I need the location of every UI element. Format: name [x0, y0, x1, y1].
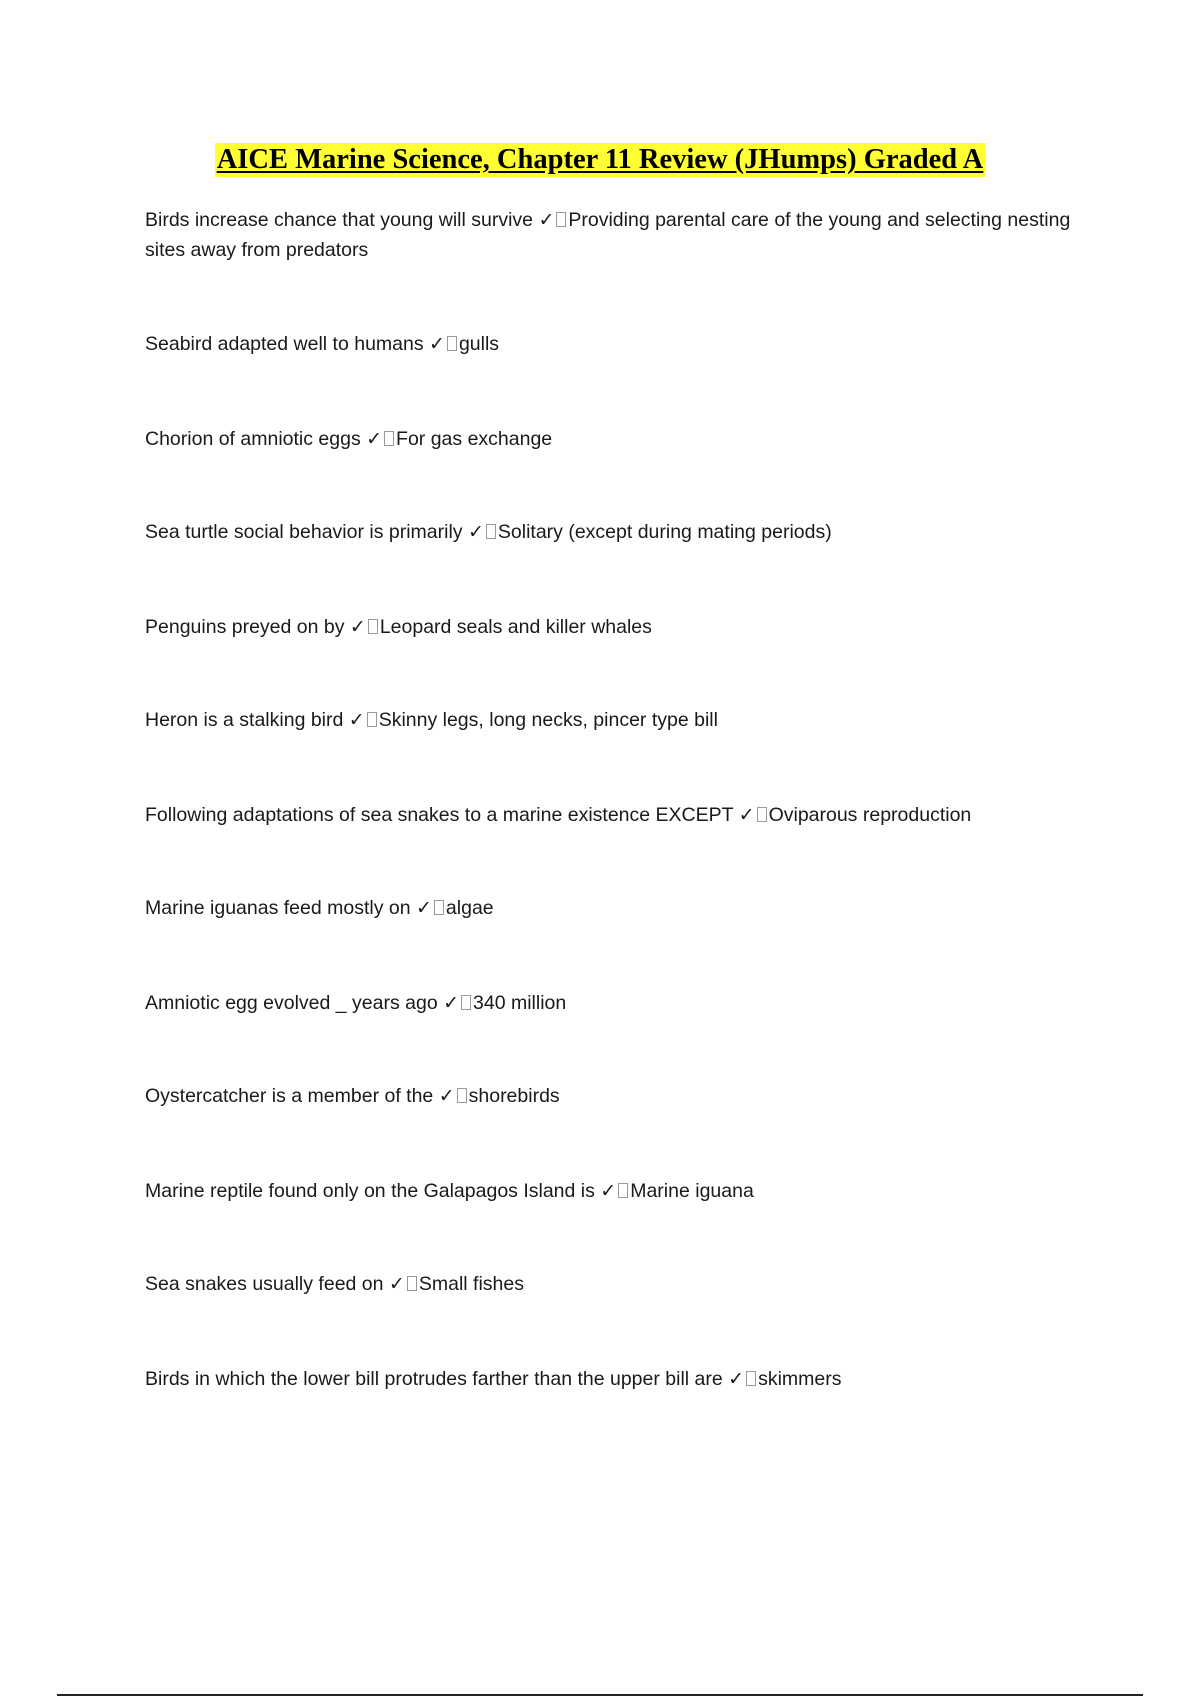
answer-text: Solitary (except during mating periods)	[497, 521, 832, 543]
question-text: Amniotic egg evolved _ years ago	[145, 992, 438, 1014]
question-text: Marine reptile found only on the Galapagos Island is	[145, 1180, 595, 1202]
qa-item	[145, 1176, 1075, 1206]
question-text: Seabird adapted well to humans	[145, 333, 424, 355]
question-text: Chorion of amniotic eggs	[145, 428, 361, 450]
checkmark-icon: ✓	[738, 804, 755, 826]
footer-divider	[57, 1694, 1143, 1696]
qa-item	[145, 329, 1075, 359]
qa-item	[145, 612, 1075, 642]
qa-item	[145, 800, 1075, 830]
missing-glyph-box-icon	[368, 619, 378, 634]
qa-item	[145, 1269, 1075, 1299]
answer-text: shorebirds	[468, 1085, 560, 1107]
qa-item	[145, 1081, 1075, 1111]
question-text: Birds in which the lower bill protrudes farther than the upper bill are	[145, 1368, 723, 1390]
missing-glyph-box-icon	[618, 1183, 628, 1198]
missing-glyph-box-icon	[457, 1088, 467, 1103]
document-title: AICE Marine Science, Chapter 11 Review (JHumps) Graded A	[216, 144, 984, 175]
missing-glyph-box-icon	[384, 431, 394, 446]
missing-glyph-box-icon	[746, 1371, 756, 1386]
checkmark-icon: ✓	[349, 616, 366, 638]
missing-glyph-box-icon	[461, 995, 471, 1010]
missing-glyph-box-icon	[367, 712, 377, 727]
missing-glyph-box-icon	[486, 524, 496, 539]
checkmark-icon: ✓	[728, 1368, 745, 1390]
checkmark-icon: ✓	[443, 992, 460, 1014]
question-text: Heron is a stalking bird	[145, 709, 344, 731]
checkmark-icon: ✓	[416, 897, 432, 919]
answer-text: Marine iguana	[630, 1180, 754, 1202]
qa-item	[145, 1364, 1075, 1394]
answer-text: skimmers	[758, 1368, 842, 1390]
checkmark-icon: ✓	[600, 1180, 617, 1202]
checkmark-icon: ✓	[438, 1085, 455, 1107]
missing-glyph-box-icon	[434, 900, 444, 915]
question-text: Oystercatcher is a member of the	[145, 1085, 434, 1107]
checkmark-icon: ✓	[429, 333, 445, 355]
answer-text: Skinny legs, long necks, pincer type bill	[378, 709, 718, 731]
question-text: Sea turtle social behavior is primarily	[145, 521, 463, 543]
qa-item	[145, 205, 1075, 265]
checkmark-icon: ✓	[348, 709, 365, 731]
answer-text: 340 million	[473, 992, 567, 1014]
title-container	[0, 143, 1200, 177]
question-text: Following adaptations of sea snakes to a marine existence EXCEPT	[145, 804, 734, 826]
missing-glyph-box-icon	[556, 212, 566, 227]
qa-item	[145, 517, 1075, 547]
answer-text: Oviparous reproduction	[768, 804, 972, 826]
qa-item	[145, 424, 1075, 454]
missing-glyph-box-icon	[407, 1276, 417, 1291]
missing-glyph-box-icon	[757, 807, 767, 822]
question-text: Birds increase chance that young will survive	[145, 209, 534, 231]
answer-text: Providing parental care of the young and selecting nesting sites away from predators	[145, 209, 1071, 261]
qa-item	[145, 988, 1075, 1018]
question-text: Marine iguanas feed mostly on	[145, 897, 411, 919]
qa-item	[145, 893, 1075, 923]
checkmark-icon: ✓	[467, 521, 484, 543]
question-text: Penguins preyed on by	[145, 616, 345, 638]
checkmark-icon: ✓	[366, 428, 383, 450]
missing-glyph-box-icon	[447, 336, 457, 351]
answer-text: gulls	[458, 333, 500, 355]
answer-text: algae	[445, 897, 494, 919]
answer-text: Small fishes	[418, 1273, 524, 1295]
answer-text: For gas exchange	[396, 428, 553, 450]
answer-text: Leopard seals and killer whales	[379, 616, 652, 638]
checkmark-icon: ✓	[388, 1273, 405, 1295]
qa-item	[145, 705, 1075, 735]
checkmark-icon: ✓	[538, 209, 555, 231]
question-text: Sea snakes usually feed on	[145, 1273, 384, 1295]
